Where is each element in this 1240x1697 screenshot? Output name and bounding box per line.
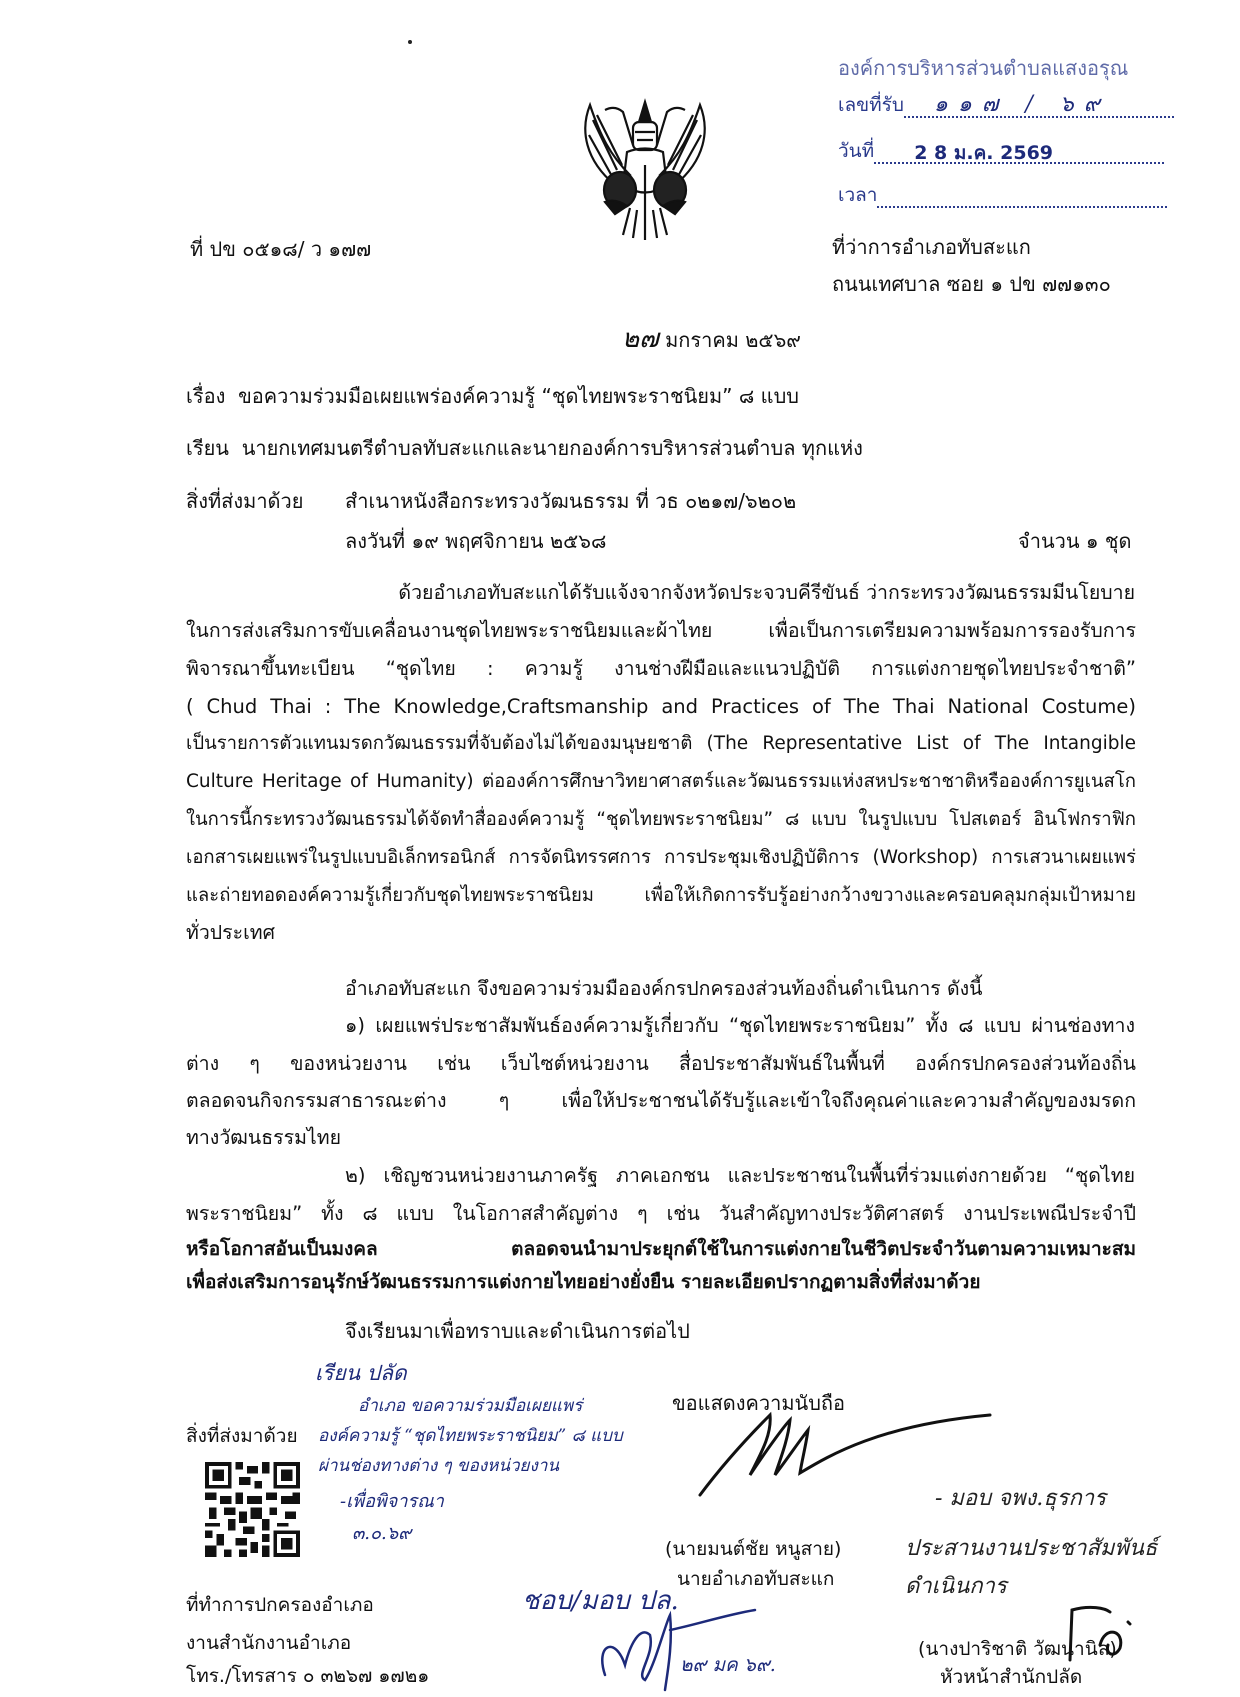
handwritten-date: ๒๙ มค ๖๙. (680, 1654, 776, 1676)
document-number: ที่ ปข ๐๕๑๘/ ว ๑๗๗ (190, 237, 372, 261)
handwritten-note-line-1: เรียน ปลัด (315, 1361, 407, 1385)
item1-line-2: ต่าง ๆ ของหน่วยงาน เช่น เว็บไซต์หน่วยงาน สื่อประชาสัมพันธ์ในพื้นที่ องค์กรปกครองส่วนท้องถิ่น (186, 1052, 1136, 1075)
item1-line-1: ๑) เผยแพร่ประชาสัมพันธ์องค์ความรู้เกี่ยวกับ “ชุดไทยพระราชนิยม” ทั้ง ๘ แบบ ผ่านช่องทาง (345, 1014, 1135, 1037)
stamp-time-row (838, 180, 1167, 210)
item2-line-4: เพื่อส่งเสริมการอนุรักษ์วัฒนธรรมการแต่งกายไทยอย่างยั่งยืน รายละเอียดปรากฏตามสิ่งที่ส่งมาด้วย (186, 1271, 981, 1293)
to-row (186, 437, 863, 459)
subject-label: เรื่อง (186, 384, 226, 408)
document-date (622, 324, 801, 354)
body-para1-line-1: ด้วยอำเภอทับสะแกได้รับแจ้งจากจังหวัดประจวบคีรีขันธ์ ว่ากระทรวงวัฒนธรรมมีนโยบาย (398, 581, 1135, 604)
closing-line: จึงเรียนมาเพื่อทราบและดำเนินการต่อไป (345, 1319, 690, 1343)
stamp-date-label: วันที่ (838, 140, 875, 162)
stamp-receive-no-row (838, 90, 1174, 120)
signer-name: (นายมนต์ชัย หนูสาย) (665, 1538, 842, 1560)
enclosure-label: สิ่งที่ส่งมาด้วย (186, 489, 304, 513)
stamp-time-value (877, 184, 1167, 208)
to-label: เรียน (186, 436, 229, 460)
second-signer-name: (นางปาริชาติ วัฒนานิล) (918, 1638, 1117, 1660)
receipt-stamp (838, 52, 1128, 84)
body-para1-line-6: Culture Heritage of Humanity) ต่อองค์การศึกษาวิทยาศาสตร์และวัฒนธรรมแห่งสหประชาชาติหรือองค์การยูเนสโก (186, 771, 1136, 792)
body-para1-line-5: เป็นรายการตัวแทนมรดกวัฒนธรรมที่จับต้องไม่ได้ของมนุษยชาติ (The Representative List of The Intangible (186, 733, 1136, 754)
item2-line-2: พระราชนิยม” ทั้ง ๘ แบบ ในโอกาสสำคัญต่าง ๆ เช่น วันสำคัญทางประวัติศาสตร์ งานประเพณีประจำปี (186, 1202, 1136, 1225)
body-para2-intro: อำเภอทับสะแก จึงขอความร่วมมือองค์กรปกครองส่วนท้องถิ่นดำเนินการ ดังนี้ (345, 977, 983, 1000)
qr-enclosure-label: สิ่งที่ส่งมาด้วย (186, 1425, 298, 1447)
qr-code-icon (205, 1462, 300, 1557)
footer-section: งานสำนักงานอำเภอ (186, 1632, 352, 1654)
body-para1-line-4: ( Chud Thai : The Knowledge,Craftsmanship and Practices of The Thai National Costume) (186, 695, 1136, 718)
enclosure-line-2: ลงวันที่ ๑๙ พฤศจิกายน ๒๕๖๘ (345, 529, 607, 553)
signer-position: นายอำเภอทับสะแก (677, 1568, 835, 1590)
handwritten-approval: ชอบ/มอบ ปล. (522, 1586, 679, 1616)
handwritten-note-line-6: ๓.๐.๖๙ (352, 1523, 412, 1544)
handwritten-assign-line-1: - มอบ จพง.ธุรการ (935, 1486, 1106, 1511)
garuda-icon (575, 90, 715, 240)
qr-code[interactable] (205, 1462, 300, 1557)
stamp-receive-no-label: เลขที่รับ (838, 94, 904, 116)
handwritten-note-line-3: องค์ความรู้ “ชุดไทยพระราชนิยม” ๘ แบบ (318, 1426, 623, 1446)
stamp-org: องค์การบริหารส่วนตำบลแสงอรุณ (838, 56, 1129, 80)
body-para1-line-10: ทั่วประเทศ (186, 921, 276, 944)
subject-text: ขอความร่วมมือเผยแพร่องค์ความรู้ “ชุดไทยพระราชนิยม” ๘ แบบ (238, 384, 799, 408)
item2-line-1: ๒) เชิญชวนหน่วยงานภาครัฐ ภาคเอกชน และประชาชนในพื้นที่ร่วมแต่งกายด้วย “ชุดไทย (345, 1164, 1135, 1187)
enclosure-line-1: สำเนาหนังสือกระทรวงวัฒนธรรม ที่ วธ ๐๒๑๗/๖๒๐๒ (345, 489, 797, 513)
handwritten-note-line-4: ผ่านช่องทางต่าง ๆ ของหน่วยงาน (318, 1456, 559, 1476)
handwritten-assign-line-2: ประสานงานประชาสัมพันธ์ (905, 1536, 1158, 1561)
body-para1-line-7: ในการนี้กระทรวงวัฒนธรรมได้จัดทำสื่อองค์ความรู้ “ชุดไทยพระราชนิยม” ๘ แบบ ในรูปแบบ โปสเตอร์ อินโฟกราฟิก (186, 809, 1136, 830)
date-day-handwritten: ๒๗ (622, 324, 659, 354)
to-text: นายกเทศมนตรีตำบลทับสะแกและนายกองค์การบริหารส่วนตำบล ทุกแห่ง (241, 436, 863, 460)
second-signer-position: หัวหน้าสำนักปลัด (940, 1666, 1083, 1688)
item2-line-3: หรือโอกาสอันเป็นมงคล ตลอดจนนำมาประยุกต์ใช้ในการแต่งกายในชีวิตประจำวันตามความเหมาะสม (186, 1238, 1136, 1260)
office-name: ที่ว่าการอำเภอทับสะแก (832, 235, 1031, 259)
date-month-year: มกราคม ๒๕๖๙ (665, 328, 801, 352)
garuda-emblem (575, 90, 715, 240)
scan-speck (408, 40, 412, 44)
stamp-date-value: 2 8 ม.ค. 2569 (914, 142, 1054, 164)
body-para1-line-3: พิจารณาขึ้นทะเบียน “ชุดไทย : ความรู้ งานช่างฝีมือและแนวปฏิบัติ การแต่งกายชุดไทยประจำชาติ” (186, 657, 1136, 680)
item1-line-3: ตลอดจนกิจกรรมสาธารณะต่าง ๆ เพื่อให้ประชาชนได้รับรู้และเข้าใจถึงคุณค่าและความสำคัญของมรดก (186, 1089, 1136, 1112)
stamp-receive-no-value: ๑๑๗ / ๖๙ (933, 92, 1110, 117)
subject-row (186, 385, 799, 407)
enclosure-quantity: จำนวน ๑ ชุด (1018, 529, 1132, 553)
item1-line-4: ทางวัฒนธรรมไทย (186, 1126, 342, 1149)
footer-office: ที่ทำการปกครองอำเภอ (186, 1594, 374, 1616)
body-para1-line-2: ในการส่งเสริมการขับเคลื่อนงานชุดไทยพระราชนิยมและผ้าไทย เพื่อเป็นการเตรียมความพร้อมการรองรับการ (186, 619, 1136, 642)
handwritten-note-line-5: -เพื่อพิจารณา (340, 1491, 444, 1512)
regards-text: ขอแสดงความนับถือ (672, 1391, 846, 1415)
handwritten-assign-line-3: ดำเนินการ (905, 1574, 1007, 1599)
handwritten-note-line-2: อำเภอ ขอความร่วมมือเผยแพร่ (358, 1396, 583, 1416)
stamp-time-label: เวลา (838, 184, 878, 206)
stamp-date-row (838, 136, 1164, 166)
body-para1-line-9: และถ่ายทอดองค์ความรู้เกี่ยวกับชุดไทยพระราชนิยม เพื่อให้เกิดการรับรู้อย่างกว้างขวางและครอบคลุมกลุ่มเป้าหมาย (186, 885, 1136, 906)
body-para1-line-8: เอกสารเผยแพร่ในรูปแบบอิเล็กทรอนิกส์ การจัดนิทรรศการ การประชุมเชิงปฏิบัติการ (Workshop) การเสวนาเผยแพร่ (186, 847, 1136, 868)
office-address: ถนนเทศบาล ซอย ๑ ปข ๗๗๑๓๐ (832, 272, 1111, 296)
footer-phone: โทร./โทรสาร ๐ ๓๒๖๗ ๑๗๒๑ (186, 1665, 430, 1687)
